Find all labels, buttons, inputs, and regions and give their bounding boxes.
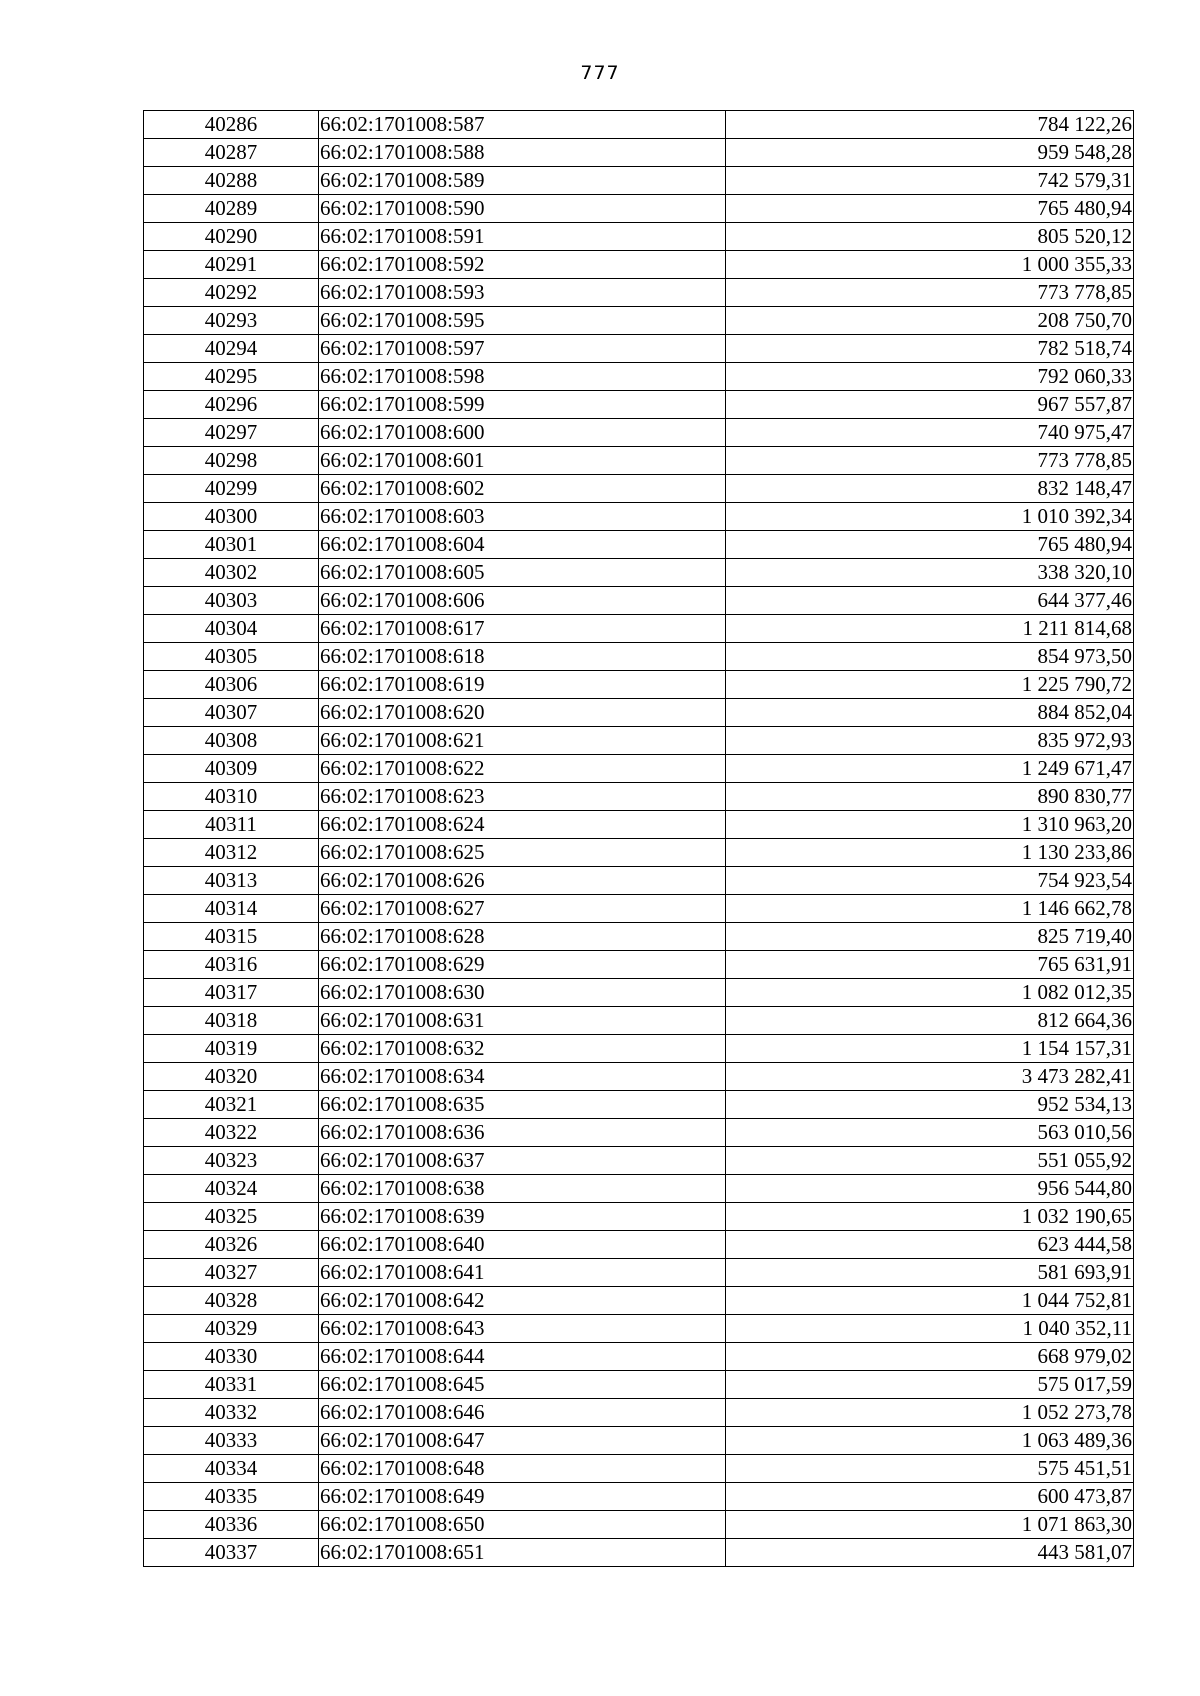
table-row bbox=[144, 1063, 1134, 1091]
cadastral-value-cell: 884 852,04 bbox=[726, 699, 1134, 727]
row-number-cell: 40312 bbox=[144, 839, 319, 867]
cadastral-number-cell: 66:02:1701008:625 bbox=[319, 839, 726, 867]
cadastral-number-cell: 66:02:1701008:639 bbox=[319, 1203, 726, 1231]
table-row bbox=[144, 615, 1134, 643]
table-row bbox=[144, 1259, 1134, 1287]
cadastral-value-cell: 1 063 489,36 bbox=[726, 1427, 1134, 1455]
cadastral-value-cell: 1 010 392,34 bbox=[726, 503, 1134, 531]
cadastral-number-cell: 66:02:1701008:624 bbox=[319, 811, 726, 839]
row-number-cell: 40337 bbox=[144, 1539, 319, 1567]
table-row bbox=[144, 587, 1134, 615]
cadastral-number-cell: 66:02:1701008:634 bbox=[319, 1063, 726, 1091]
row-number-cell: 40293 bbox=[144, 307, 319, 335]
cadastral-value-cell: 600 473,87 bbox=[726, 1483, 1134, 1511]
cadastral-value-cell: 967 557,87 bbox=[726, 391, 1134, 419]
table-row bbox=[144, 559, 1134, 587]
cadastral-value-cell: 1 154 157,31 bbox=[726, 1035, 1134, 1063]
cadastral-value-cell: 832 148,47 bbox=[726, 475, 1134, 503]
row-number-cell: 40313 bbox=[144, 867, 319, 895]
row-number-cell: 40298 bbox=[144, 447, 319, 475]
cadastral-number-cell: 66:02:1701008:637 bbox=[319, 1147, 726, 1175]
cadastral-number-cell: 66:02:1701008:621 bbox=[319, 727, 726, 755]
cadastral-value-cell: 854 973,50 bbox=[726, 643, 1134, 671]
cadastral-value-cell: 1 000 355,33 bbox=[726, 251, 1134, 279]
cadastral-value-cell: 668 979,02 bbox=[726, 1343, 1134, 1371]
row-number-cell: 40311 bbox=[144, 811, 319, 839]
cadastral-value-cell: 1 040 352,11 bbox=[726, 1315, 1134, 1343]
cadastral-number-cell: 66:02:1701008:618 bbox=[319, 643, 726, 671]
cadastral-value-cell: 208 750,70 bbox=[726, 307, 1134, 335]
cadastral-value-cell: 959 548,28 bbox=[726, 139, 1134, 167]
cadastral-number-cell: 66:02:1701008:643 bbox=[319, 1315, 726, 1343]
cadastral-number-cell: 66:02:1701008:642 bbox=[319, 1287, 726, 1315]
cadastral-value-cell: 742 579,31 bbox=[726, 167, 1134, 195]
cadastral-number-cell: 66:02:1701008:645 bbox=[319, 1371, 726, 1399]
cadastral-value-cell: 812 664,36 bbox=[726, 1007, 1134, 1035]
row-number-cell: 40287 bbox=[144, 139, 319, 167]
cadastral-value-cell: 765 480,94 bbox=[726, 531, 1134, 559]
cadastral-value-cell: 835 972,93 bbox=[726, 727, 1134, 755]
cadastral-number-cell: 66:02:1701008:602 bbox=[319, 475, 726, 503]
cadastral-value-cell: 1 032 190,65 bbox=[726, 1203, 1134, 1231]
cadastral-value-cell: 575 451,51 bbox=[726, 1455, 1134, 1483]
table-row bbox=[144, 839, 1134, 867]
row-number-cell: 40325 bbox=[144, 1203, 319, 1231]
row-number-cell: 40302 bbox=[144, 559, 319, 587]
row-number-cell: 40335 bbox=[144, 1483, 319, 1511]
table-row bbox=[144, 1287, 1134, 1315]
cadastral-value-cell: 581 693,91 bbox=[726, 1259, 1134, 1287]
cadastral-number-cell: 66:02:1701008:600 bbox=[319, 419, 726, 447]
row-number-cell: 40334 bbox=[144, 1455, 319, 1483]
table-row bbox=[144, 1091, 1134, 1119]
table-row bbox=[144, 111, 1134, 139]
cadastral-value-cell: 443 581,07 bbox=[726, 1539, 1134, 1567]
cadastral-number-cell: 66:02:1701008:595 bbox=[319, 307, 726, 335]
cadastral-number-cell: 66:02:1701008:589 bbox=[319, 167, 726, 195]
row-number-cell: 40326 bbox=[144, 1231, 319, 1259]
table-row bbox=[144, 1315, 1134, 1343]
table-row bbox=[144, 755, 1134, 783]
cadastral-value-cell: 1 146 662,78 bbox=[726, 895, 1134, 923]
cadastral-number-cell: 66:02:1701008:622 bbox=[319, 755, 726, 783]
table-row bbox=[144, 1147, 1134, 1175]
row-number-cell: 40299 bbox=[144, 475, 319, 503]
cadastral-number-cell: 66:02:1701008:638 bbox=[319, 1175, 726, 1203]
cadastral-value-cell: 1 082 012,35 bbox=[726, 979, 1134, 1007]
row-number-cell: 40324 bbox=[144, 1175, 319, 1203]
table-row bbox=[144, 671, 1134, 699]
table-row bbox=[144, 1539, 1134, 1567]
cadastral-value-cell: 563 010,56 bbox=[726, 1119, 1134, 1147]
row-number-cell: 40320 bbox=[144, 1063, 319, 1091]
row-number-cell: 40317 bbox=[144, 979, 319, 1007]
row-number-cell: 40296 bbox=[144, 391, 319, 419]
row-number-cell: 40332 bbox=[144, 1399, 319, 1427]
cadastral-value-table bbox=[143, 110, 1134, 1567]
cadastral-number-cell: 66:02:1701008:603 bbox=[319, 503, 726, 531]
row-number-cell: 40315 bbox=[144, 923, 319, 951]
row-number-cell: 40297 bbox=[144, 419, 319, 447]
cadastral-number-cell: 66:02:1701008:646 bbox=[319, 1399, 726, 1427]
row-number-cell: 40329 bbox=[144, 1315, 319, 1343]
cadastral-number-cell: 66:02:1701008:631 bbox=[319, 1007, 726, 1035]
cadastral-number-cell: 66:02:1701008:604 bbox=[319, 531, 726, 559]
cadastral-number-cell: 66:02:1701008:598 bbox=[319, 363, 726, 391]
table-row bbox=[144, 1399, 1134, 1427]
cadastral-number-cell: 66:02:1701008:599 bbox=[319, 391, 726, 419]
cadastral-number-cell: 66:02:1701008:647 bbox=[319, 1427, 726, 1455]
table-row bbox=[144, 1231, 1134, 1259]
cadastral-number-cell: 66:02:1701008:617 bbox=[319, 615, 726, 643]
row-number-cell: 40306 bbox=[144, 671, 319, 699]
cadastral-number-cell: 66:02:1701008:623 bbox=[319, 783, 726, 811]
row-number-cell: 40309 bbox=[144, 755, 319, 783]
table-row bbox=[144, 1483, 1134, 1511]
row-number-cell: 40289 bbox=[144, 195, 319, 223]
row-number-cell: 40294 bbox=[144, 335, 319, 363]
cadastral-value-cell: 644 377,46 bbox=[726, 587, 1134, 615]
row-number-cell: 40304 bbox=[144, 615, 319, 643]
cadastral-number-cell: 66:02:1701008:587 bbox=[319, 111, 726, 139]
cadastral-value-cell: 765 631,91 bbox=[726, 951, 1134, 979]
table-row bbox=[144, 1175, 1134, 1203]
cadastral-value-cell: 3 473 282,41 bbox=[726, 1063, 1134, 1091]
cadastral-value-cell: 623 444,58 bbox=[726, 1231, 1134, 1259]
table-row bbox=[144, 895, 1134, 923]
cadastral-value-cell: 575 017,59 bbox=[726, 1371, 1134, 1399]
cadastral-value-cell: 1 044 752,81 bbox=[726, 1287, 1134, 1315]
table-row bbox=[144, 1007, 1134, 1035]
table-row bbox=[144, 867, 1134, 895]
table-row bbox=[144, 979, 1134, 1007]
cadastral-value-cell: 1 211 814,68 bbox=[726, 615, 1134, 643]
row-number-cell: 40307 bbox=[144, 699, 319, 727]
row-number-cell: 40333 bbox=[144, 1427, 319, 1455]
row-number-cell: 40292 bbox=[144, 279, 319, 307]
table-body bbox=[144, 111, 1134, 1567]
table-row bbox=[144, 531, 1134, 559]
row-number-cell: 40319 bbox=[144, 1035, 319, 1063]
row-number-cell: 40316 bbox=[144, 951, 319, 979]
table-row bbox=[144, 195, 1134, 223]
cadastral-value-cell: 1 310 963,20 bbox=[726, 811, 1134, 839]
cadastral-value-cell: 890 830,77 bbox=[726, 783, 1134, 811]
cadastral-number-cell: 66:02:1701008:588 bbox=[319, 139, 726, 167]
cadastral-number-cell: 66:02:1701008:650 bbox=[319, 1511, 726, 1539]
cadastral-value-cell: 1 071 863,30 bbox=[726, 1511, 1134, 1539]
cadastral-number-cell: 66:02:1701008:635 bbox=[319, 1091, 726, 1119]
table-row bbox=[144, 167, 1134, 195]
table-row bbox=[144, 923, 1134, 951]
cadastral-number-cell: 66:02:1701008:640 bbox=[319, 1231, 726, 1259]
table-row bbox=[144, 699, 1134, 727]
row-number-cell: 40303 bbox=[144, 587, 319, 615]
row-number-cell: 40310 bbox=[144, 783, 319, 811]
table-row bbox=[144, 783, 1134, 811]
table-row bbox=[144, 475, 1134, 503]
cadastral-number-cell: 66:02:1701008:597 bbox=[319, 335, 726, 363]
cadastral-value-cell: 773 778,85 bbox=[726, 279, 1134, 307]
cadastral-value-cell: 1 225 790,72 bbox=[726, 671, 1134, 699]
row-number-cell: 40336 bbox=[144, 1511, 319, 1539]
row-number-cell: 40295 bbox=[144, 363, 319, 391]
table-row bbox=[144, 811, 1134, 839]
cadastral-number-cell: 66:02:1701008:636 bbox=[319, 1119, 726, 1147]
cadastral-number-cell: 66:02:1701008:592 bbox=[319, 251, 726, 279]
table-row bbox=[144, 1035, 1134, 1063]
table-row bbox=[144, 307, 1134, 335]
row-number-cell: 40286 bbox=[144, 111, 319, 139]
table-row bbox=[144, 391, 1134, 419]
row-number-cell: 40328 bbox=[144, 1287, 319, 1315]
cadastral-value-cell: 754 923,54 bbox=[726, 867, 1134, 895]
cadastral-number-cell: 66:02:1701008:649 bbox=[319, 1483, 726, 1511]
table-row bbox=[144, 1203, 1134, 1231]
row-number-cell: 40300 bbox=[144, 503, 319, 531]
table-row bbox=[144, 1343, 1134, 1371]
cadastral-value-cell: 1 249 671,47 bbox=[726, 755, 1134, 783]
cadastral-value-cell: 952 534,13 bbox=[726, 1091, 1134, 1119]
cadastral-number-cell: 66:02:1701008:606 bbox=[319, 587, 726, 615]
table-row bbox=[144, 1119, 1134, 1147]
row-number-cell: 40323 bbox=[144, 1147, 319, 1175]
cadastral-number-cell: 66:02:1701008:620 bbox=[319, 699, 726, 727]
table-row bbox=[144, 279, 1134, 307]
cadastral-number-cell: 66:02:1701008:605 bbox=[319, 559, 726, 587]
row-number-cell: 40290 bbox=[144, 223, 319, 251]
cadastral-number-cell: 66:02:1701008:651 bbox=[319, 1539, 726, 1567]
cadastral-number-cell: 66:02:1701008:619 bbox=[319, 671, 726, 699]
cadastral-value-cell: 792 060,33 bbox=[726, 363, 1134, 391]
cadastral-value-cell: 1 130 233,86 bbox=[726, 839, 1134, 867]
row-number-cell: 40314 bbox=[144, 895, 319, 923]
table-row bbox=[144, 335, 1134, 363]
cadastral-number-cell: 66:02:1701008:644 bbox=[319, 1343, 726, 1371]
table-row bbox=[144, 1371, 1134, 1399]
cadastral-number-cell: 66:02:1701008:641 bbox=[319, 1259, 726, 1287]
row-number-cell: 40331 bbox=[144, 1371, 319, 1399]
cadastral-number-cell: 66:02:1701008:591 bbox=[319, 223, 726, 251]
cadastral-number-cell: 66:02:1701008:593 bbox=[319, 279, 726, 307]
cadastral-number-cell: 66:02:1701008:601 bbox=[319, 447, 726, 475]
cadastral-value-cell: 784 122,26 bbox=[726, 111, 1134, 139]
cadastral-number-cell: 66:02:1701008:629 bbox=[319, 951, 726, 979]
row-number-cell: 40301 bbox=[144, 531, 319, 559]
cadastral-value-cell: 1 052 273,78 bbox=[726, 1399, 1134, 1427]
row-number-cell: 40318 bbox=[144, 1007, 319, 1035]
table-row bbox=[144, 139, 1134, 167]
cadastral-value-cell: 956 544,80 bbox=[726, 1175, 1134, 1203]
row-number-cell: 40291 bbox=[144, 251, 319, 279]
row-number-cell: 40327 bbox=[144, 1259, 319, 1287]
cadastral-value-cell: 765 480,94 bbox=[726, 195, 1134, 223]
cadastral-number-cell: 66:02:1701008:648 bbox=[319, 1455, 726, 1483]
table-row bbox=[144, 251, 1134, 279]
cadastral-number-cell: 66:02:1701008:627 bbox=[319, 895, 726, 923]
page-number: 777 bbox=[580, 62, 620, 84]
cadastral-value-cell: 338 320,10 bbox=[726, 559, 1134, 587]
cadastral-number-cell: 66:02:1701008:632 bbox=[319, 1035, 726, 1063]
cadastral-number-cell: 66:02:1701008:590 bbox=[319, 195, 726, 223]
cadastral-number-cell: 66:02:1701008:626 bbox=[319, 867, 726, 895]
row-number-cell: 40305 bbox=[144, 643, 319, 671]
table-row bbox=[144, 727, 1134, 755]
table-row bbox=[144, 419, 1134, 447]
cadastral-value-cell: 805 520,12 bbox=[726, 223, 1134, 251]
table-row bbox=[144, 1511, 1134, 1539]
cadastral-number-cell: 66:02:1701008:628 bbox=[319, 923, 726, 951]
table-row bbox=[144, 447, 1134, 475]
table-row bbox=[144, 1427, 1134, 1455]
cadastral-value-cell: 740 975,47 bbox=[726, 419, 1134, 447]
cadastral-value-cell: 825 719,40 bbox=[726, 923, 1134, 951]
row-number-cell: 40308 bbox=[144, 727, 319, 755]
row-number-cell: 40288 bbox=[144, 167, 319, 195]
row-number-cell: 40322 bbox=[144, 1119, 319, 1147]
row-number-cell: 40321 bbox=[144, 1091, 319, 1119]
cadastral-number-cell: 66:02:1701008:630 bbox=[319, 979, 726, 1007]
table-row bbox=[144, 503, 1134, 531]
table-row bbox=[144, 363, 1134, 391]
cadastral-value-cell: 782 518,74 bbox=[726, 335, 1134, 363]
table-row bbox=[144, 1455, 1134, 1483]
cadastral-value-cell: 773 778,85 bbox=[726, 447, 1134, 475]
table-row bbox=[144, 951, 1134, 979]
cadastral-value-cell: 551 055,92 bbox=[726, 1147, 1134, 1175]
table-row bbox=[144, 643, 1134, 671]
row-number-cell: 40330 bbox=[144, 1343, 319, 1371]
table-row bbox=[144, 223, 1134, 251]
